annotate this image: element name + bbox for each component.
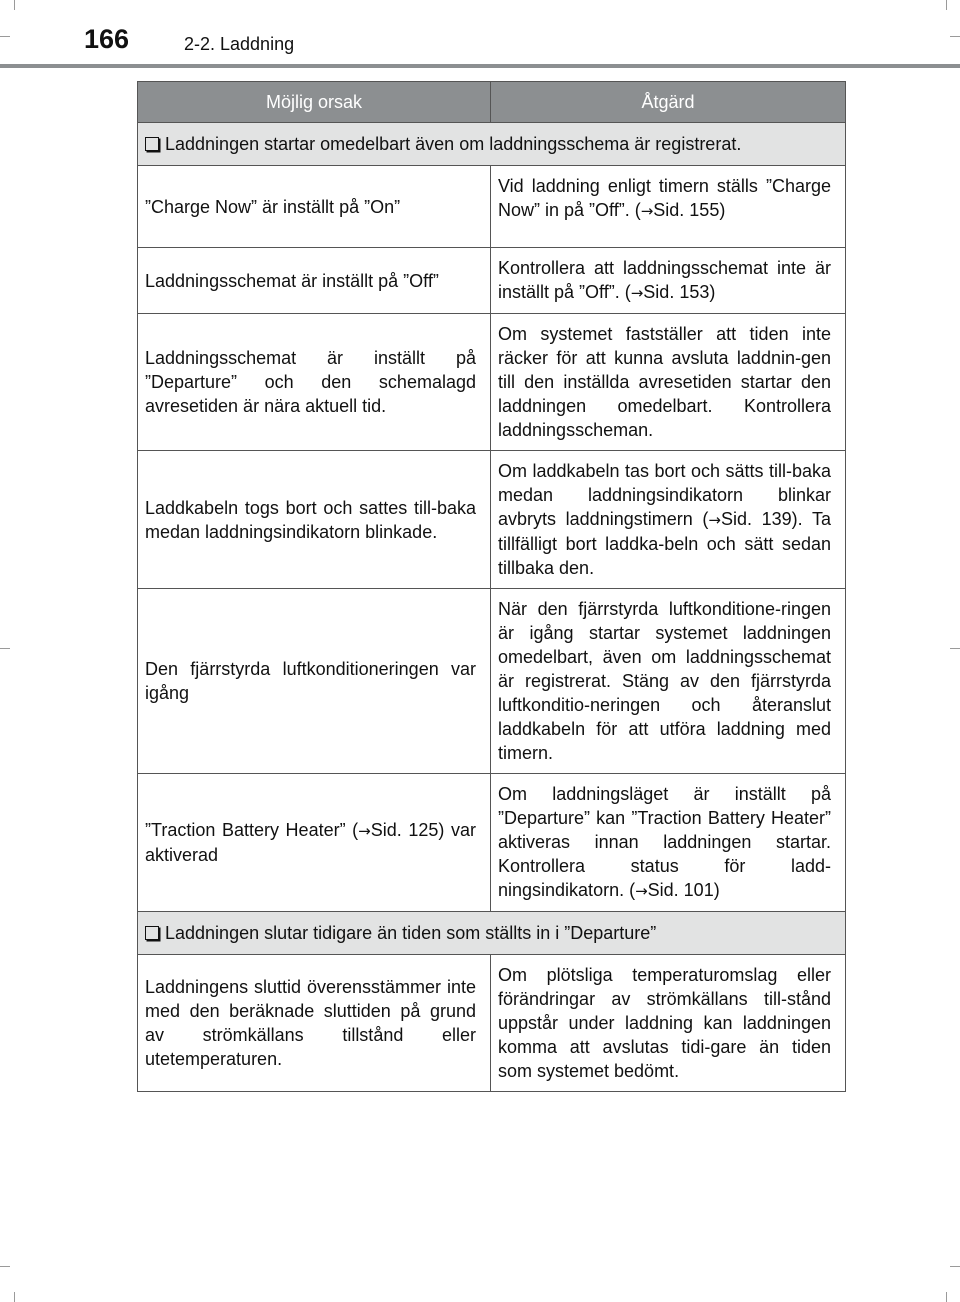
arrow-icon: → <box>358 822 371 840</box>
crop-mark <box>0 648 10 649</box>
action-cell: Vid laddning enligt timern ställs ”Charge Now” in på ”Off”. (→Sid. 155) <box>491 166 846 248</box>
crop-mark <box>14 1292 15 1302</box>
arrow-icon: → <box>640 202 654 220</box>
cause-cell: Laddkabeln togs bort och sattes till-baka medan laddningsindikatorn blinkade. <box>138 451 491 589</box>
page-reference: Sid. 153) <box>643 282 716 302</box>
page-reference: Sid. 101) <box>647 880 720 900</box>
action-cell: När den fjärrstyrda luftkonditione-ringen är igång startar systemet laddningen omedelbart, även om laddningsschemat är registrerat. Stäng av den fjärrstyrda luftkonditio-neringen och återanslut laddkabeln för att utföra laddning med timern. <box>491 589 846 774</box>
crop-mark <box>946 1292 947 1302</box>
page-reference: Sid. 139). <box>720 509 803 529</box>
table-row <box>138 774 846 912</box>
table-row <box>138 589 846 774</box>
cause-cell: Laddningsschemat är inställt på ”Departure” och den schemalagd avresetiden är nära aktuell tid. <box>138 314 491 451</box>
table-row <box>138 166 846 248</box>
page-reference: Sid. 155) <box>653 200 726 220</box>
cause-cell: Laddningsschemat är inställt på ”Off” <box>138 248 491 314</box>
page-header <box>0 0 960 70</box>
table-header-row <box>138 82 846 123</box>
column-header-action: Åtgärd <box>491 82 846 123</box>
crop-mark <box>950 648 960 649</box>
troubleshooting-table <box>137 81 846 1092</box>
table-row <box>138 314 846 451</box>
checkbox-icon <box>145 926 159 940</box>
section-title: 2-2. Laddning <box>184 34 295 54</box>
action-cell: Om plötsliga temperaturomslag eller förändringar av strömkällans till-stånd uppstår under laddning kan laddningen komma att avslutas tidi-gare än tiden som systemet bedömt. <box>491 955 846 1092</box>
action-cell: Kontrollera att laddningsschemat inte är inställt på ”Off”. (→Sid. 153) <box>491 248 846 314</box>
group-row <box>138 123 846 166</box>
cause-cell: ”Charge Now” är inställt på ”On” <box>138 166 491 248</box>
group-row <box>138 912 846 955</box>
group-title: Laddningen slutar tidigare än tiden som ställts in i ”Departure” <box>165 923 657 943</box>
cause-cell: Laddningens sluttid överensstämmer inte med den beräknade sluttiden på grund av strömkällans tillstånd eller utetemperaturen. <box>138 955 491 1092</box>
arrow-icon: → <box>635 882 648 900</box>
cause-cell: Den fjärrstyrda luftkonditioneringen var igång <box>138 589 491 774</box>
arrow-icon: → <box>708 511 721 529</box>
table-row <box>138 451 846 589</box>
action-cell: Om laddkabeln tas bort och sätts till-baka medan laddningsindikatorn blinkar avbryts laddningstimern (→Sid. 139). Ta tillfälligt bort laddka-beln och sätt sedan tillbaka den. <box>491 451 846 589</box>
action-cell: Om systemet fastställer att tiden inte räcker för att kunna avsluta laddnin-gen till den inställda avresetiden startar den laddningen omedelbart. Kontrollera laddningsscheman. <box>491 314 846 451</box>
table-row <box>138 248 846 314</box>
column-header-cause: Möjlig orsak <box>138 82 491 123</box>
arrow-icon: → <box>630 284 644 302</box>
cause-cell: ”Traction Battery Heater” (→Sid. 125) var aktiverad <box>138 774 491 912</box>
page-number: 166 <box>84 24 130 54</box>
table-row <box>138 955 846 1092</box>
header-rule <box>0 64 960 68</box>
group-title: Laddningen startar omedelbart även om laddningsschema är registrerat. <box>165 134 742 154</box>
crop-mark <box>950 1266 960 1267</box>
action-cell: Om laddningsläget är inställt på ”Departure” kan ”Traction Battery Heater” aktiveras innan laddningen startar. Kontrollera status för ladd-ningsindikatorn. (→Sid. 101) <box>491 774 846 912</box>
checkbox-icon <box>145 137 159 151</box>
page-reference: Sid. 125) <box>370 820 445 840</box>
crop-mark <box>0 1266 10 1267</box>
